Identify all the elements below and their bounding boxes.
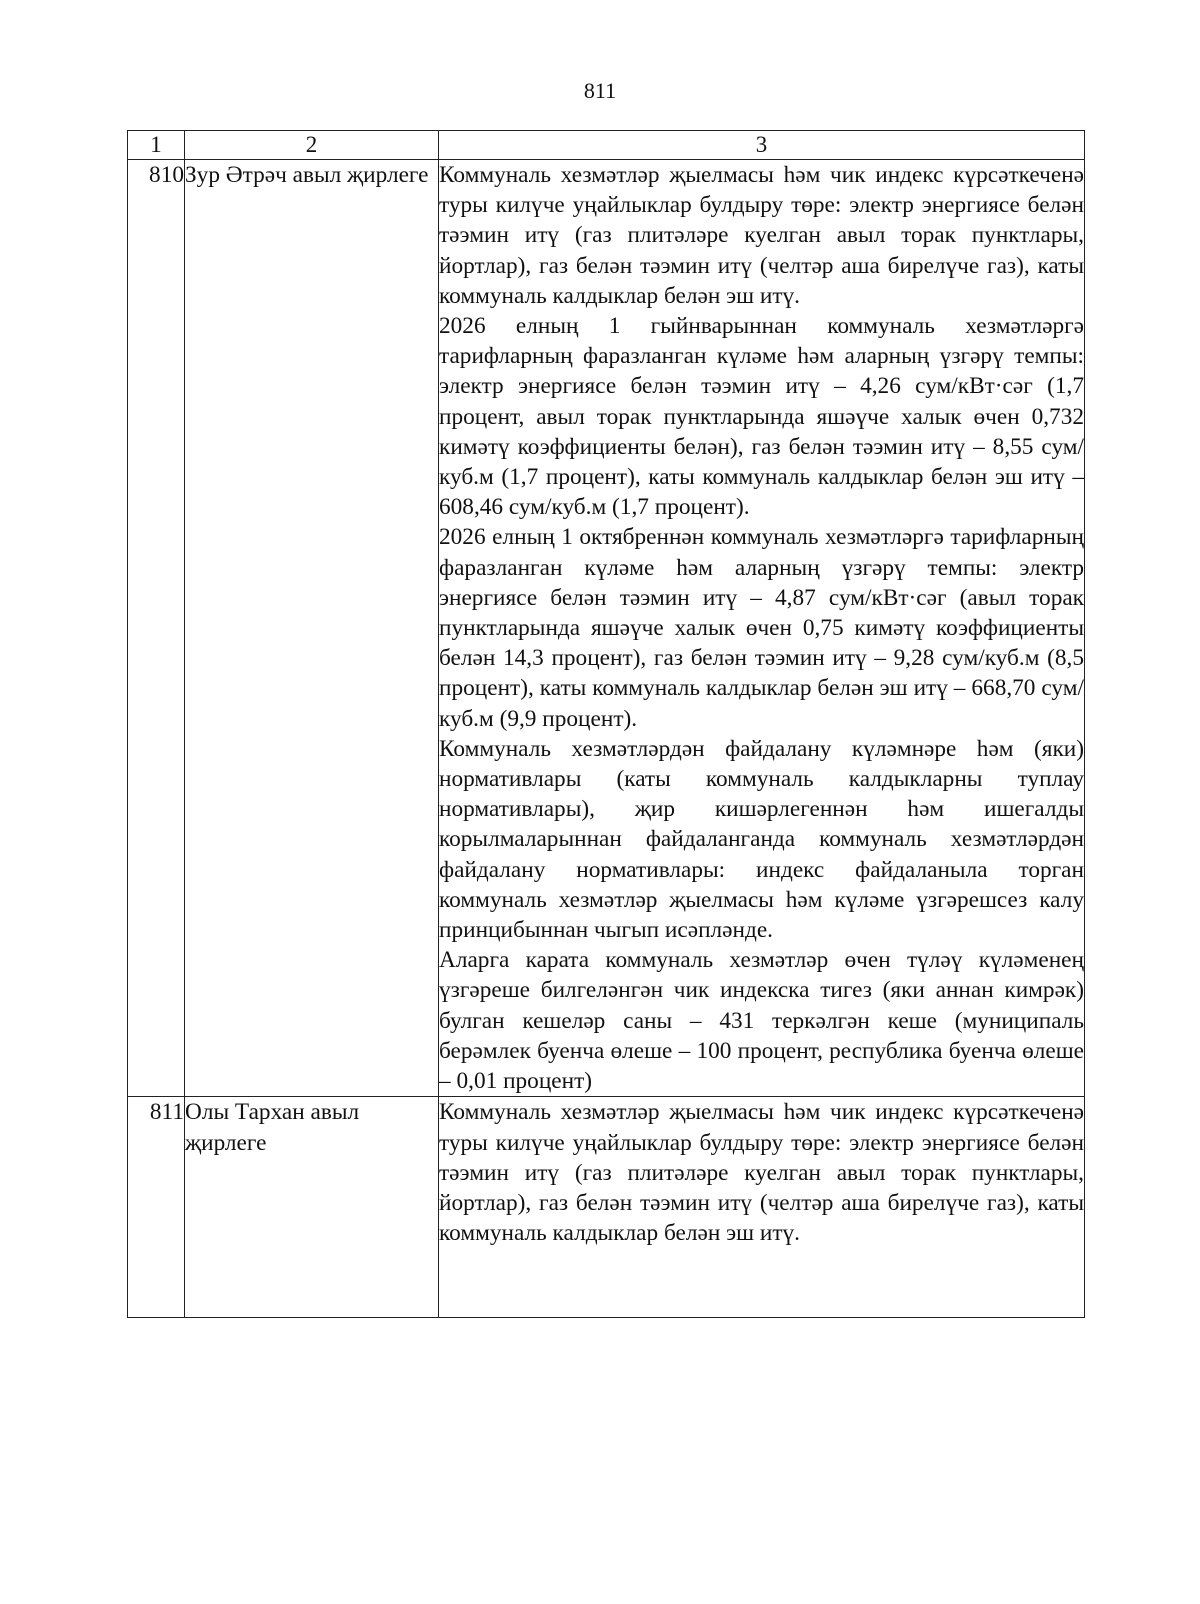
table-row xyxy=(128,160,1085,1097)
description-paragraph: Коммуналь хезмәтләр җыелмасы һәм чик индекс күрсәткеченә туры килүче уңайлыклар булдыру төре: электр энергиясе белән тәэмин итү (газ плитәләре куелган авыл торак пунктлары, йортлар), газ белән тәэмин итү (челтәр аша бирелүче газ), каты коммуналь калдыклар белән эш итү. xyxy=(439,1099,1084,1247)
row-number: 811 xyxy=(128,1097,185,1318)
document-table xyxy=(127,130,1085,1318)
column-header-1: 1 xyxy=(128,131,185,160)
table-row xyxy=(128,1097,1085,1318)
description-paragraph: Аларга карата коммуналь хезмәтләр өчен түләү күләменең үзгәреше билгеләнгән чик индекска тигез (яки аннан кимрәк) булган кешеләр саны – 431 теркәлгән кеше (муниципаль берәмлек буенча өлеше – 100 процент, республика буенча өлеше – 0,01 процент) xyxy=(439,947,1084,1095)
page-number: 811 xyxy=(583,78,617,103)
settlement-name: Зур Әтрәч авыл җирлеге xyxy=(185,160,439,1097)
column-header-3: 3 xyxy=(439,131,1085,160)
description-paragraph: 2026 елның 1 гыйнварыннан коммуналь хезмәтләргә тарифларның фаразланган күләме һәм аларның үзгәрү темпы: электр энергиясе белән тәэмин итү – 4,26 сум/кВт·сәг (1,7 процент, авыл торак пунктларында яшәүче халык өчен 0,732 кимәтү коэффициенты белән), газ белән тәэмин итү – 8,55 сум/куб.м (1,7 процент), каты коммуналь калдыклар белән эш итү – 608,46 сум/куб.м (1,7 процент). xyxy=(439,313,1084,521)
settlement-name: Олы Тархан авыл җирлеге xyxy=(185,1097,439,1318)
description-paragraph: 2026 елның 1 октябреннән коммуналь хезмәтләргә тарифларның фаразланган күләме һәм аларның үзгәрү темпы: электр энергиясе белән тәэмин итү – 4,87 сум/кВт·сәг (авыл торак пунктларында яшәүче халык өчен 0,75 кимәтү коэффициенты белән 14,3 процент), газ белән тәэмин итү – 9,28 сум/куб.м (8,5 процент), каты коммуналь калдыклар белән эш итү – 668,70 сум/куб.м (9,9 процент). xyxy=(439,524,1084,732)
row-number: 810 xyxy=(128,160,185,1097)
table-header-row xyxy=(128,131,1085,160)
description-paragraph: Коммуналь хезмәтләр җыелмасы һәм чик индекс күрсәткеченә туры килүче уңайлыклар булдыру төре: электр энергиясе белән тәэмин итү (газ плитәләре куелган авыл торак пунктлары, йортлар), газ белән тәэмин итү (челтәр аша бирелүче газ), каты коммуналь калдыклар белән эш итү. xyxy=(439,162,1084,309)
column-header-2: 2 xyxy=(185,131,439,160)
row-description xyxy=(439,1097,1085,1318)
description-paragraph: Коммуналь хезмәтләрдән файдалану күләмнәре һәм (яки) нормативлары (каты коммуналь калдыкларны туплау нормативлары), җир кишәрлегеннән һәм ишегалды корылмаларыннан файдаланганда коммуналь хезмәтләрдән файдалану нормативлары: индекс файдаланыла торган коммуналь хезмәтләр җыелмасы һәм күләме үзгәрешсез калу принцибыннан чыгып исәпләнде. xyxy=(439,735,1084,944)
row-description xyxy=(439,160,1085,1097)
